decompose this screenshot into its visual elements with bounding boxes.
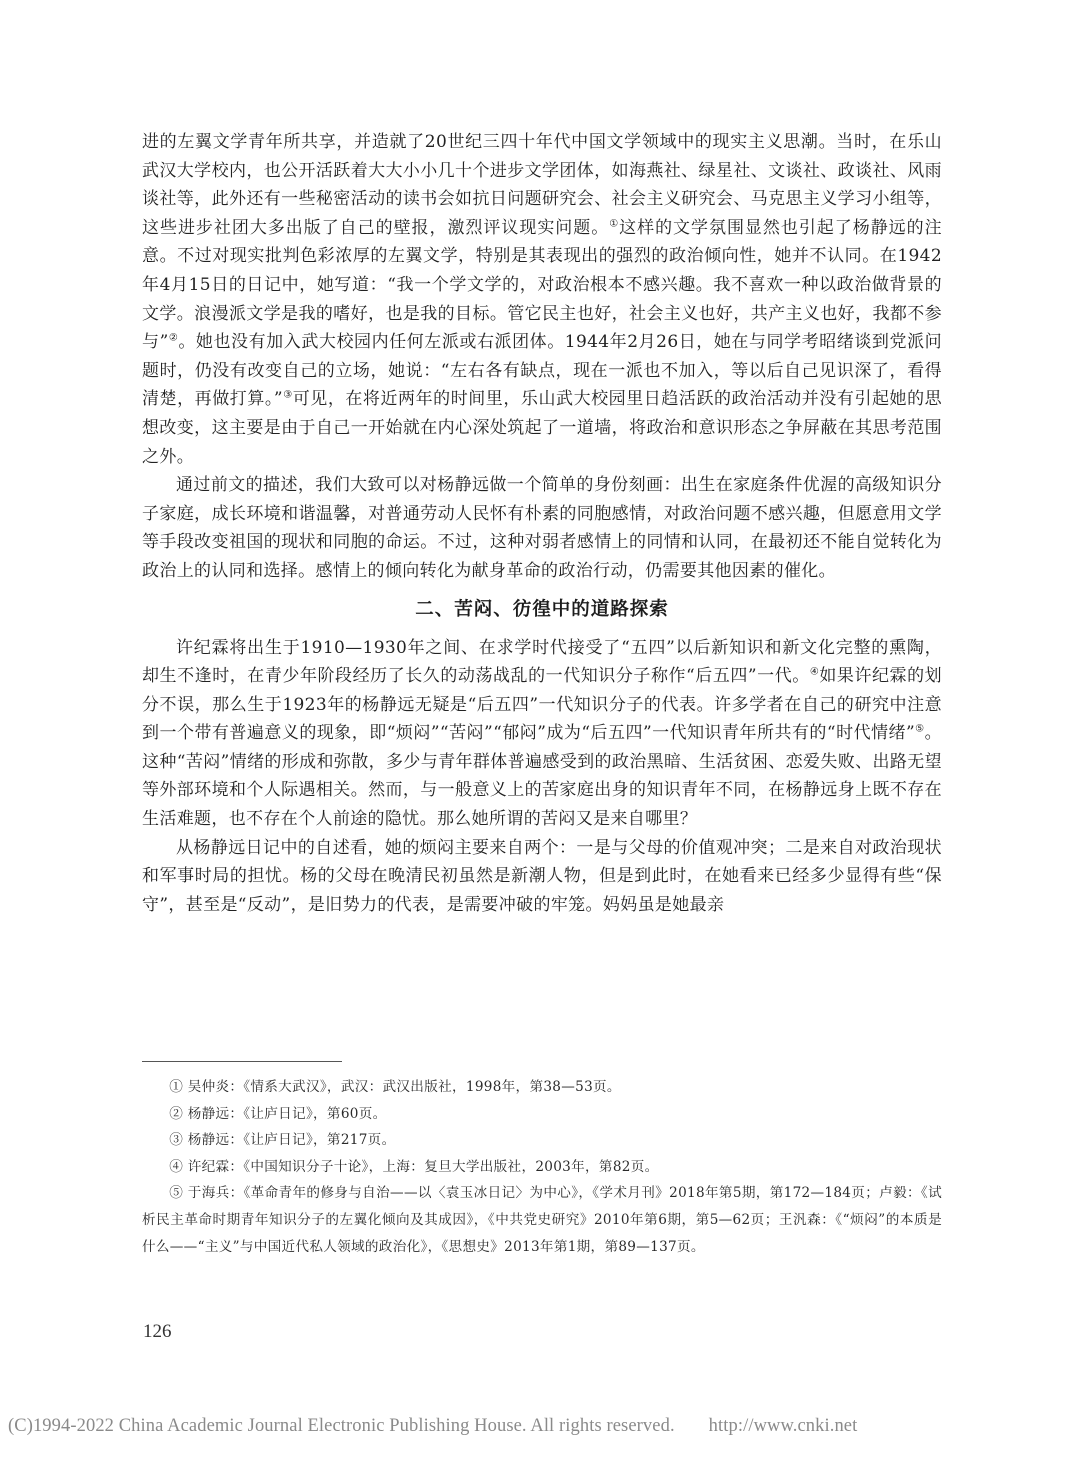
- footnote-item: ④ 许纪霖：《中国知识分子十论》，上海：复旦大学出版社，2003年，第82页。: [169, 1158, 659, 1175]
- footnote-ref-1[interactable]: ①: [609, 218, 620, 230]
- paragraph-text: 许纪霖将出生于1910—1930年之间、在求学时代接受了“五四”以后新知识和新文化完整的熏陶，却生不逢时，在青少年阶段经历了长久的动荡战乱的一代知识分子称作“后五四”一代。: [142, 637, 942, 687]
- section-heading: 二、苦闷、彷徨中的道路探索: [415, 598, 669, 620]
- footnote-ref-3[interactable]: ③: [282, 389, 293, 401]
- footnotes: [142, 1074, 942, 1260]
- article-body: [142, 128, 942, 919]
- footnote-item: ③ 杨静远：《让庐日记》，第217页。: [169, 1132, 396, 1149]
- paragraph-text: 这样的文学氛围显然也引起了杨静远的注意。不过对现实批判色彩浓厚的左翼文学，特别是其表现出的强烈的政治倾向性，她并不认同。在1942年4月15日的日记中，她写道：“我一个学文学的，对政治根本不感兴趣。我不喜欢一种以政治做背景的文学。浪漫派文学是我的嗜好，也是我的目标。管它民主也好，社会主义也好，共产主义也好，我都不参与”: [142, 217, 942, 353]
- footnote-item: ② 杨静远：《让庐日记》，第60页。: [169, 1105, 387, 1122]
- footnote-item: ⑤ 于海兵：《革命青年的修身与自治——以〈袁玉冰日记〉为中心》，《学术月刊》2018年第5期，第172—184页；卢毅：《试析民主革命时期青年知识分子的左翼化倾向及其成因》，《中共党史研究》2010年第6期，第5—62页；王汎森：《“烦闷”的本质是什么——“主义”与中国近代私人领域的政治化》，《思想史》2013年第1期，第89—137页。: [142, 1185, 942, 1255]
- paragraph-1: [142, 128, 942, 471]
- cnki-link[interactable]: http://www.cnki.net: [708, 1416, 858, 1436]
- footnote-ref-4[interactable]: ④: [809, 666, 820, 678]
- footnote-item: ① 吴仲炎：《情系大武汉》，武汉：武汉出版社，1998年，第38—53页。: [169, 1079, 621, 1095]
- paragraph-text: 。她也没有加入武大校园内任何左派或右派团体。1944年2月26日，她在与同学考昭绪谈到党派问题时，仍没有改变自己的立场，她说：“左右各有缺点，现在一派也不加入，等以后自己见识深了，看得清楚，再做打算。”: [142, 332, 942, 410]
- footnote-ref-5[interactable]: ⑤: [915, 723, 925, 735]
- paragraph-2: 通过前文的描述，我们大致可以对杨静远做一个简单的身份刻画：出生在家庭条件优渥的高级知识分子家庭，成长环境和谐温馨，对普通劳动人民怀有朴素的同胞感情，对政治问题不感兴趣，但愿意用文学等手段改变祖国的现状和同胞的命运。不过，这种对弱者感情上的同情和认同，在最初还不能自觉转化为政治上的认同和选择。感情上的倾向转化为献身革命的政治行动，仍需要其他因素的催化。: [142, 475, 942, 581]
- paragraph-text: 。这种“苦闷”情绪的形成和弥散，多少与青年群体普遍感受到的政治黑暗、生活贫困、恋爱失败、出路无望等外部环境和个人际遇相关。然而，与一般意义上的苦家庭出身的知识青年不同，在杨静远身上既不存在生活难题，也不存在个人前途的隐忧。那么她所谓的苦闷又是来自哪里？: [142, 723, 942, 830]
- footnote-divider: [142, 1061, 342, 1062]
- paragraph-text: 如果许纪霖的划分不误，那么生于1923年的杨静远无疑是“后五四”一代知识分子的代表。许多学者在自己的研究中注意到一个带有普遍意义的现象，即“烦闷”“苦闷”“郁闷”成为“后五四”一代知识青年所共有的“时代情绪”: [142, 666, 942, 744]
- paragraph-4: 从杨静远日记中的自述看，她的烦闷主要来自两个：一是与父母的价值观冲突；二是来自对政治现状和军事时局的担忧。杨的父母在晚清民初虽然是新潮人物，但是到此时，在她看来已经多少显得有些“保守”，甚至是“反动”，是旧势力的代表，是需要冲破的牢笼。妈妈虽是她最亲: [142, 837, 942, 915]
- copyright-footer: [8, 1416, 1072, 1437]
- paragraph-text: 可见，在将近两年的时间里，乐山武大校园里日趋活跃的政治活动并没有引起她的思想改变，这主要是由于自己一开始就在内心深处筑起了一道墙，将政治和意识形态之争屏蔽在其思考范围之外。: [142, 389, 943, 467]
- paragraph-text: 进的左翼文学青年所共享，并造就了20世纪三四十年代中国文学领域中的现实主义思潮。当时，在乐山武汉大学校内，也公开活跃着大大小小几十个进步文学团体，如海燕社、绿星社、文谈社、政谈社、风雨谈社等，此外还有一些秘密活动的读书会如抗日问题研究会、社会主义研究会、马克思主义学习小组等，这些进步社团大多出版了自己的壁报，激烈评议现实问题。: [142, 132, 942, 238]
- page-number: 126: [143, 1321, 172, 1342]
- copyright-text: (C)1994-2022 China Academic Journal Electronic Publishing House. All rights reserved.: [8, 1416, 675, 1436]
- paragraph-3: [142, 634, 942, 834]
- footnote-ref-2[interactable]: ②: [168, 332, 179, 344]
